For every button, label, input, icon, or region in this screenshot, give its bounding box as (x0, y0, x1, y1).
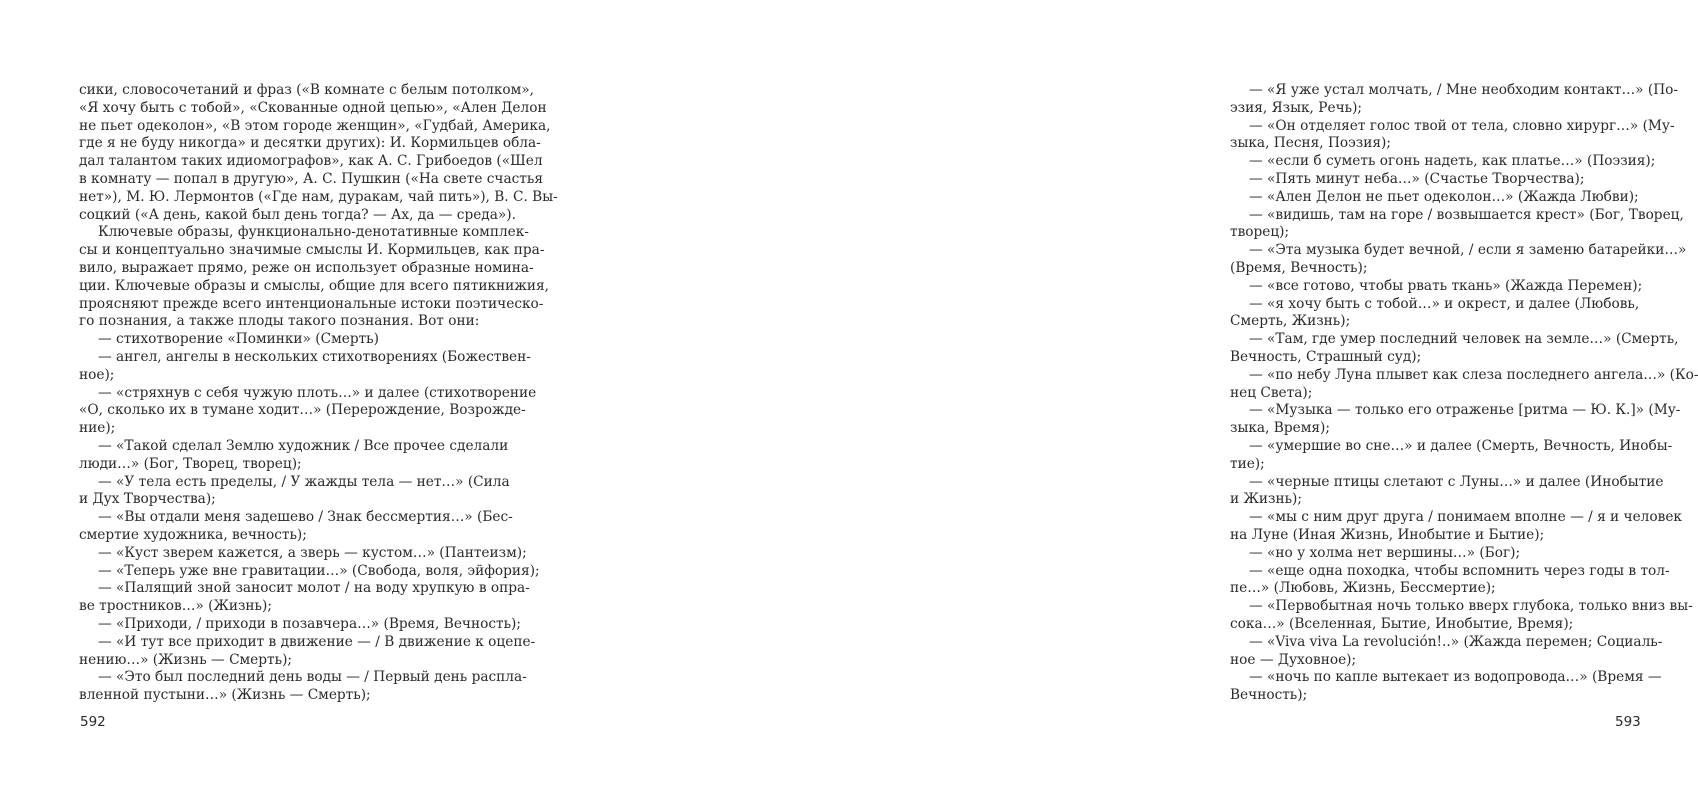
text-line: Ключевые образы, функционально-денотативные комплек- (98, 224, 529, 241)
text-line: (Время, Вечность); (1230, 259, 1368, 276)
text-line: — «по небу Луна плывет как слеза последнего ангела…» (Ко- (1249, 366, 1698, 383)
text-line: тие); (1230, 455, 1265, 472)
text-line: сы и концептуально значимые смыслы И. Кормильцев, как пра- (79, 242, 545, 259)
text-line: ве тростников…» (Жизнь); (79, 598, 272, 615)
text-line: — «я хочу быть с тобой…» и окрест, и далее (Любовь, (1249, 295, 1640, 312)
text-line: вило, выражает прямо, реже он использует образные номина- (79, 259, 534, 276)
text-line: — «еще одна походка, чтобы вспомнить через годы в тол- (1249, 562, 1670, 579)
text-line: Вечность, Страшный суд); (1230, 348, 1422, 365)
text-line: зыка, Песня, Поэзия); (1230, 135, 1391, 152)
text-line: — «стряхнув с себя чужую плоть…» и далее (стихотворение (98, 384, 537, 401)
text-line: где я не буду никогда» и десятки других): И. Кормильцев обла- (79, 135, 541, 152)
text-line: проясняют прежде всего интенциональные истоки поэтическо- (79, 295, 544, 312)
text-line: — «черные птицы слетают с Луны…» и далее (Инобытие (1249, 473, 1664, 490)
text-line: — «У тела есть пределы, / У жажды тела — нет…» (Сила (98, 473, 510, 490)
text-line: сока…» (Вселенная, Бытие, Инобытие, Время); (1230, 615, 1574, 632)
text-line: нец Света); (1230, 384, 1313, 401)
text-line: «О, сколько их в тумане ходит…» (Перерождение, Возрожде- (79, 402, 526, 419)
text-line: пе…» (Любовь, Жизнь, Бессмертие); (1230, 580, 1496, 597)
text-line: зыка, Время); (1230, 420, 1330, 437)
text-line: вленной пустыни…» (Жизнь — Смерть); (79, 687, 371, 704)
text-line: люди…» (Бог, Творец, творец); (79, 455, 302, 472)
text-line: сики, словосочетаний и фраз («В комнате с белым потолком», (79, 82, 535, 98)
text-line: эзия, Язык, Речь); (1230, 99, 1363, 116)
text-line: го познания, а также плоды такого познания. Вот они: (79, 313, 480, 330)
text-line: — стихотворение «Поминки» (Смерть) (98, 331, 379, 348)
text-line: не пьет одеколон», «В этом городе женщин», «Гудбай, Америка, (79, 117, 551, 134)
text-line: — «Это был последний день воды — / Первый день распла- (98, 669, 527, 686)
text-line: — «но у холма нет вершины…» (Бог); (1249, 544, 1521, 561)
text-line: — «Приходи, / приходи в позавчера…» (Время, Вечность); (98, 615, 521, 632)
text-line: — «Вы отдали меня задешево / Знак бессмертия…» (Бес- (98, 509, 513, 526)
text-line: нению…» (Жизнь — Смерть); (79, 651, 293, 668)
text-line: — «Музыка — только его отраженье [ритма — Ю. К.]» (Му- (1249, 402, 1681, 419)
text-line: на Луне (Иная Жизнь, Инобытие и Бытие); (1230, 526, 1545, 543)
left-page-number: 592 (80, 714, 106, 730)
text-line: «Я хочу быть с тобой», «Скованные одной цепью», «Ален Делон (79, 99, 547, 116)
text-line: Смерть, Жизнь); (1230, 313, 1351, 330)
text-line: — «Такой сделал Землю художник / Все прочее сделали (98, 437, 509, 454)
text-line: дал талантом таких идиомографов», как А. С. Грибоедов («Шел (79, 153, 543, 170)
text-line: — «все готово, чтобы рвать ткань» (Жажда Перемен); (1249, 277, 1643, 294)
text-line: — «Там, где умер последний человек на земле…» (Смерть, (1249, 331, 1679, 348)
text-line: — «видишь, там на горе / возвышается крест» (Бог, Творец, (1249, 206, 1684, 223)
text-line: — «И тут все приходит в движение — / В движение к оцепе- (98, 633, 536, 650)
text-line: — «Куст зверем кажется, а зверь — кустом…» (Пантеизм); (98, 544, 527, 561)
text-line: — «ночь по капле вытекает из водопровода…» (Время — (1249, 669, 1662, 686)
text-line: — «Он отделяет голос твой от тела, словно хирург…» (Му- (1249, 117, 1675, 134)
text-line: соцкий («А день, какой был день тогда? — Ах, да — среда»). (79, 206, 516, 223)
text-line: — «Теперь уже вне гравитации…» (Свобода, воля, эйфория); (98, 562, 540, 579)
text-line: — «Палящий зной заносит молот / на воду хрупкую в опра- (98, 580, 530, 597)
text-line: в комнату — попал в другую», А. С. Пушкин («На свете счастья (79, 170, 543, 187)
text-line: ное); (79, 366, 115, 383)
right-page (572, 0, 1698, 800)
text-line: — «мы с ним друг друга / понимаем вполне — / я и человек (1249, 509, 1682, 526)
text-line: — «Я уже устал молчать, / Мне необходим контакт…» (По- (1249, 82, 1679, 98)
text-line: и Дух Творчества); (79, 491, 216, 508)
text-line: — «Эта музыка будет вечной, / если я заменю батарейки…» (1249, 242, 1687, 259)
text-line: ции. Ключевые образы и смыслы, общие для всего пятикнижия, (79, 277, 549, 294)
text-line: — «умершие во сне…» и далее (Смерть, Вечность, Инобы- (1249, 437, 1673, 454)
text-line: смертие художника, вечность); (79, 526, 307, 543)
text-line: и Жизнь); (1230, 491, 1302, 508)
left-page (0, 0, 572, 800)
text-line: — «Первобытная ночь только вверх глубока, только вниз вы- (1249, 598, 1693, 615)
text-line: ние); (79, 420, 116, 437)
text-line: ное — Духовное); (1230, 651, 1357, 668)
text-line: нет»), М. Ю. Лермонтов («Где нам, дуракам, чай пить»), В. С. Вы- (79, 188, 558, 205)
text-line: Вечность); (1230, 687, 1308, 704)
text-line: — «Пять минут неба…» (Счастье Творчества); (1249, 170, 1585, 187)
left-page-text (79, 82, 558, 705)
text-line: — «Viva viva La revolución!..» (Жажда перемен; Социаль- (1249, 633, 1663, 650)
right-page-number: 593 (1615, 714, 1641, 730)
text-line: — «если б суметь огонь надеть, как платье…» (Поэзия); (1249, 153, 1656, 170)
text-line: творец); (1230, 224, 1290, 241)
text-line: — «Ален Делон не пьет одеколон…» (Жажда Любви); (1249, 188, 1639, 205)
right-page-text (1230, 82, 1698, 705)
text-line: — ангел, ангелы в нескольких стихотворениях (Божествен- (98, 348, 531, 365)
